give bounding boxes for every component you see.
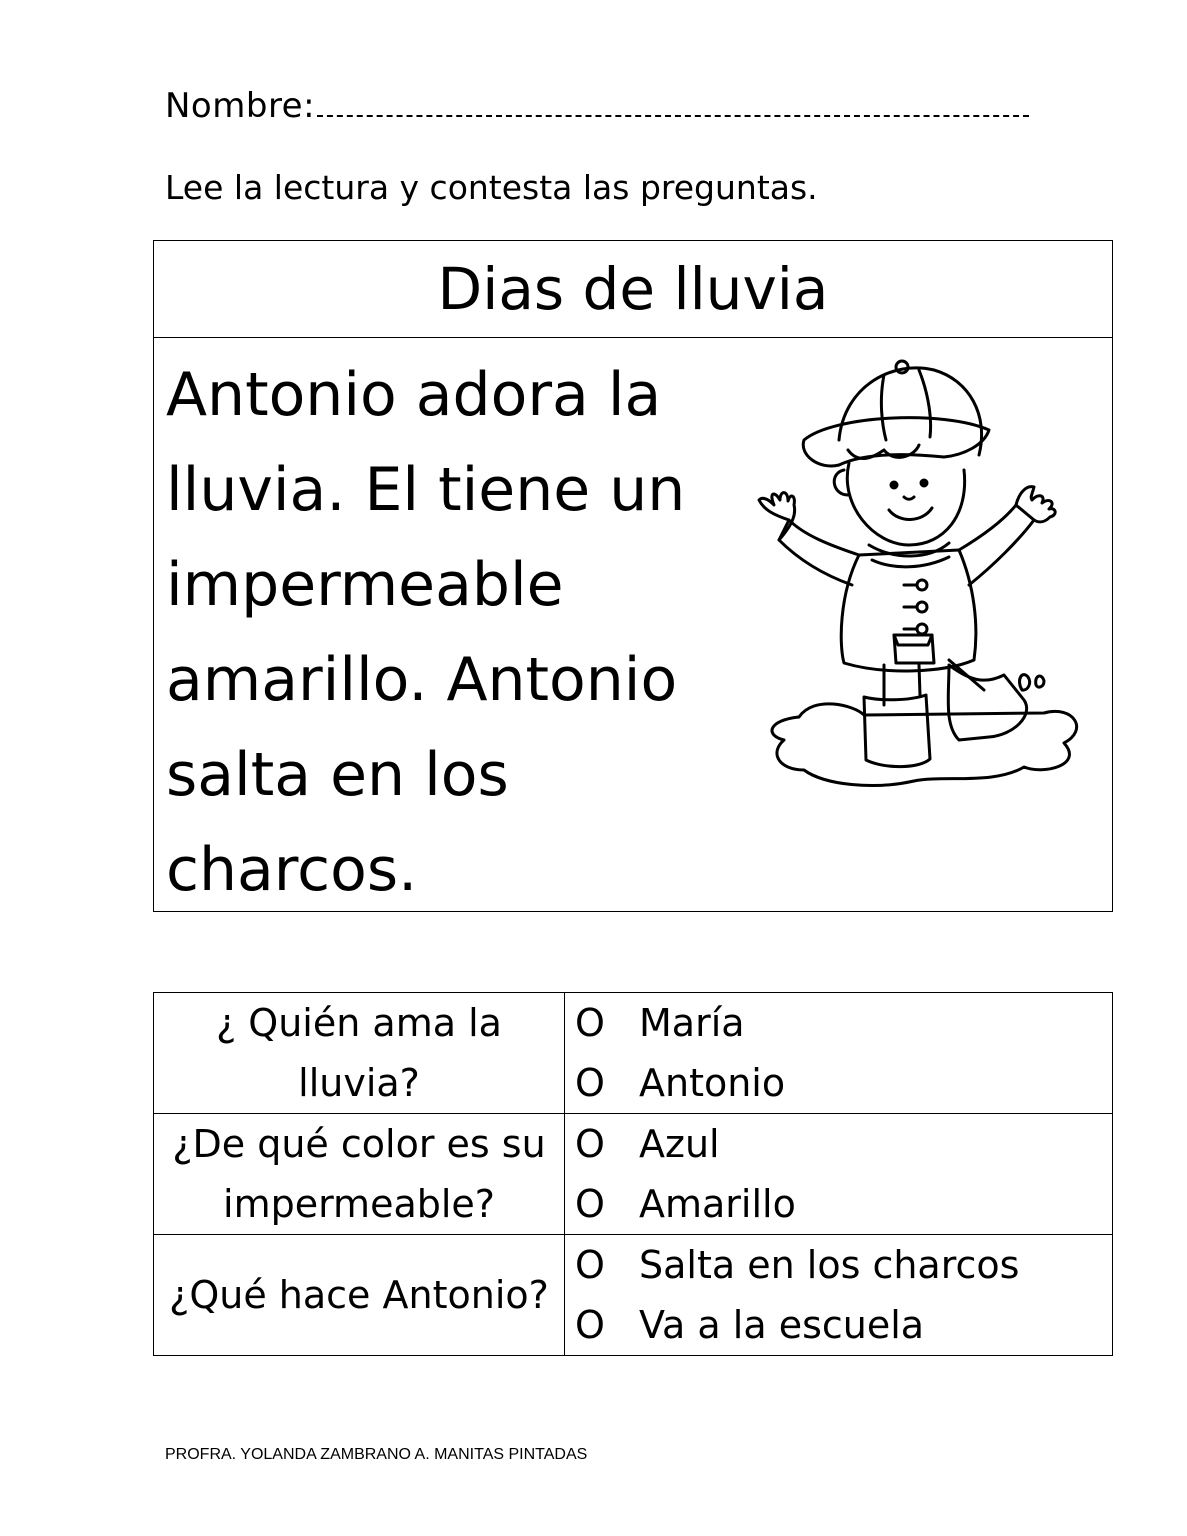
- reading-line: amarillo. Antonio: [166, 645, 678, 715]
- question-cell: [154, 1114, 565, 1235]
- quiz-table: [153, 992, 1113, 1356]
- quiz-row: [154, 993, 1113, 1114]
- answer-bubble[interactable]: O: [575, 1122, 605, 1166]
- reading-title: Dias de lluvia: [154, 241, 1112, 338]
- reading-line: Antonio adora la: [166, 360, 662, 430]
- name-label: Nombre:: [165, 86, 316, 126]
- answer-option[interactable]: [575, 1114, 1112, 1174]
- answer-label: Amarillo: [639, 1182, 796, 1226]
- reading-passage: [166, 348, 726, 918]
- answer-label: Antonio: [639, 1061, 786, 1105]
- options-cell: [565, 993, 1113, 1114]
- answer-label: Va a la escuela: [639, 1303, 925, 1347]
- boy-raincoat-puddle-icon: [744, 345, 1094, 805]
- options-cell: [565, 1235, 1113, 1356]
- answer-bubble[interactable]: O: [575, 1243, 605, 1287]
- answer-bubble[interactable]: O: [575, 1061, 605, 1105]
- quiz-row: [154, 1114, 1113, 1235]
- options-cell: [565, 1114, 1113, 1235]
- answer-bubble[interactable]: O: [575, 1303, 605, 1347]
- question-text: ¿De qué color es su impermeable?: [172, 1122, 546, 1226]
- reading-line: salta en los: [166, 740, 509, 810]
- answer-label: María: [639, 1001, 745, 1045]
- answer-option[interactable]: [575, 1295, 1112, 1355]
- answer-option[interactable]: [575, 1174, 1112, 1234]
- name-field[interactable]: [165, 86, 1029, 126]
- answer-label: Salta en los charcos: [639, 1243, 1020, 1287]
- quiz-row: [154, 1235, 1113, 1356]
- answer-bubble[interactable]: O: [575, 1182, 605, 1226]
- footer-credit: PROFRA. YOLANDA ZAMBRANO A. MANITAS PINTADAS: [165, 1446, 588, 1463]
- name-blank-line[interactable]: [317, 114, 1029, 117]
- question-cell: [154, 993, 565, 1114]
- question-text: ¿Qué hace Antonio?: [169, 1273, 549, 1317]
- reading-line: charcos.: [166, 835, 418, 905]
- question-text: ¿ Quién ama la lluvia?: [216, 1001, 502, 1105]
- answer-bubble[interactable]: O: [575, 1001, 605, 1045]
- question-cell: [154, 1235, 565, 1356]
- instructions-text: Lee la lectura y contesta las preguntas.: [165, 168, 818, 207]
- reading-box: [153, 240, 1113, 912]
- answer-label: Azul: [639, 1122, 720, 1166]
- answer-option[interactable]: [575, 1053, 1112, 1113]
- reading-line: lluvia. El tiene un: [166, 455, 686, 525]
- answer-option[interactable]: [575, 993, 1112, 1053]
- answer-option[interactable]: [575, 1235, 1112, 1295]
- reading-line: impermeable: [166, 550, 564, 620]
